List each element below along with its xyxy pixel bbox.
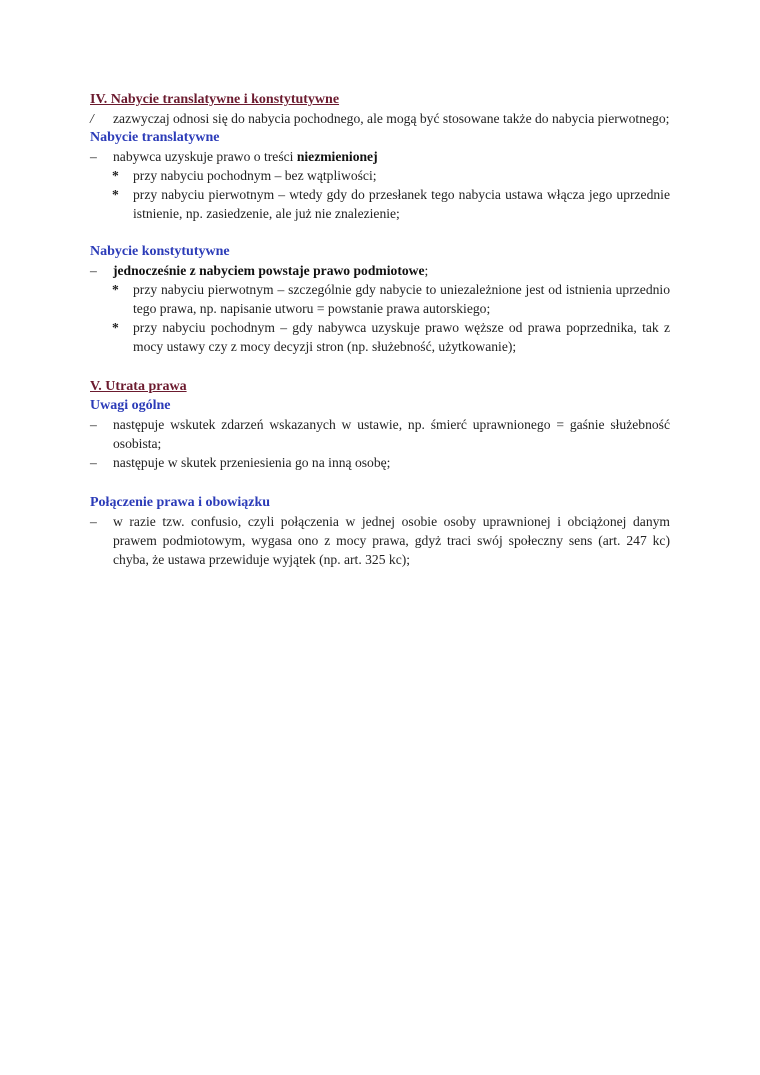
note-marker: / (90, 111, 94, 126)
dash-marker: – (90, 455, 97, 470)
heading-uwagi: Uwagi ogólne (90, 398, 171, 413)
star-marker: * (112, 187, 119, 202)
sub-item-text: przy nabyciu pierwotnym – wtedy gdy do przesłanek tego nabycia ustawa włącza jego uprzednie istnienie, np. zasiedzenie, ale już nie znalezienie; (133, 187, 670, 221)
list-item (90, 261, 670, 280)
list-item (90, 147, 670, 166)
note-text: zazwyczaj odnosi się do nabycia pochodnego, ale mogą być stosowane także do nabycia pierwotnego; (113, 111, 670, 126)
item-punct: ; (424, 263, 429, 278)
item-bold: niezmienionej (296, 149, 378, 164)
sub-item-text: przy nabyciu pierwotnym – szczególnie gdy nabycie to uniezależnione jest od istnienia uprzednio tego prawa, np. napisanie utworu = powstanie prawa autorskiego; (133, 282, 670, 316)
section-iv-title: IV. Nabycie translatywne i konstytutywne (90, 92, 340, 107)
list-item (90, 415, 670, 453)
list-item (90, 453, 670, 472)
sub-list-item (90, 185, 670, 223)
star-marker: * (112, 168, 119, 183)
star-marker: * (112, 282, 119, 297)
dash-marker: – (90, 514, 97, 529)
item-text: następuje wskutek zdarzeń wskazanych w ustawie, np. śmierć uprawnionego = gaśnie służebność osobista; (113, 417, 670, 451)
dash-marker: – (90, 149, 97, 164)
heading-polaczenie: Połączenie prawa i obowiązku (90, 495, 271, 510)
note-item (90, 109, 670, 128)
item-text: w razie tzw. confusio, czyli połączenia w jednej osobie osoby uprawnionej i obciążonej danym prawem podmiotowym, wygasa ono z mocy prawa, gdyż traci swój społeczny sens (art. 247 kc) chyba, że ustawa przewiduje wyjątek (np. art. 325 kc); (113, 514, 670, 567)
item-text: następuje w skutek przeniesienia go na inną osobę; (113, 455, 391, 470)
list-item (90, 512, 670, 569)
item-bold: jednocześnie z nabyciem powstaje prawo podmiotowe (113, 263, 425, 278)
sub-list-item (90, 318, 670, 356)
star-marker: * (112, 320, 119, 335)
item-text: nabywca uzyskuje prawo o treści (113, 149, 297, 164)
section-v-title: V. Utrata prawa (90, 379, 187, 394)
sub-list-item (90, 166, 670, 185)
heading-translatywne: Nabycie translatywne (90, 130, 220, 145)
heading-konstytutywne: Nabycie konstytutywne (90, 244, 230, 259)
dash-marker: – (90, 417, 97, 432)
sub-item-text: przy nabyciu pochodnym – gdy nabywca uzyskuje prawo węższe od prawa poprzednika, tak z mocy ustawy czy z mocy decyzji stron (np. służebność, użytkowanie); (133, 320, 670, 354)
sub-list-item (90, 280, 670, 318)
sub-item-text: przy nabyciu pochodnym – bez wątpliwości; (133, 168, 377, 183)
page-content (90, 90, 670, 569)
dash-marker: – (90, 263, 97, 278)
